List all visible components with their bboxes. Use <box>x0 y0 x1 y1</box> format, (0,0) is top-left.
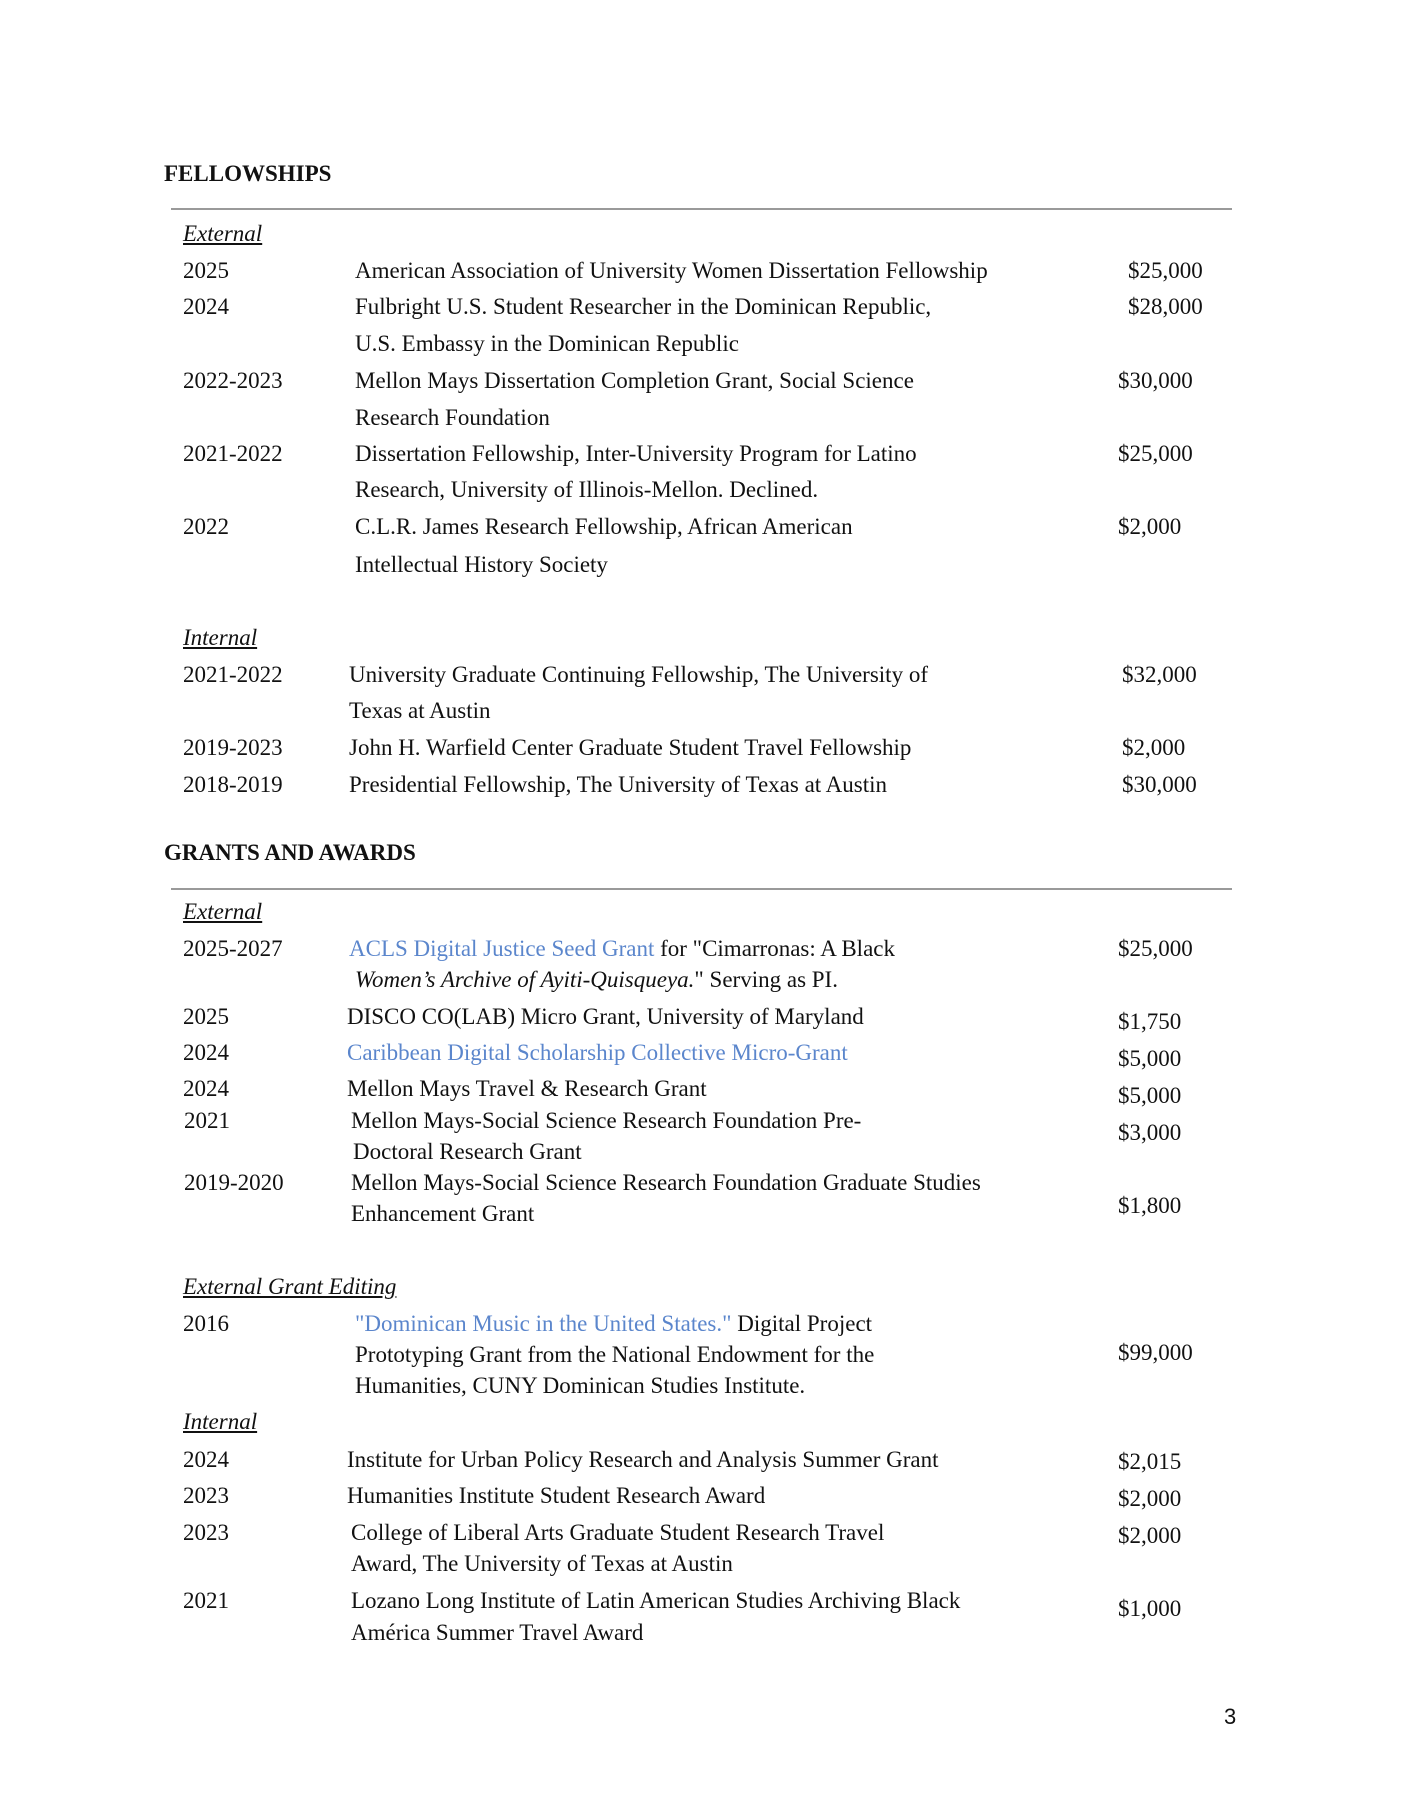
amount: $25,000 <box>1118 441 1193 466</box>
amount: $3,000 <box>1118 1120 1182 1145</box>
amount: $99,000 <box>1118 1340 1193 1365</box>
subsection-label-external: External <box>183 899 263 924</box>
subsection-label-external: External <box>183 221 263 246</box>
entry-description: "Dominican Music in the United States." Digital Project <box>355 1311 873 1336</box>
entry-description: Mellon Mays Dissertation Completion Grant, Social Science <box>355 368 914 393</box>
amount: $2,015 <box>1118 1449 1182 1474</box>
entry-description-cont: Award, The University of Texas at Austin <box>351 1551 733 1576</box>
amount: $28,000 <box>1128 294 1203 319</box>
amount: $5,000 <box>1118 1083 1182 1108</box>
entry-description-cont: Prototyping Grant from the National Endowment for the <box>355 1342 875 1367</box>
section-divider <box>171 208 1232 210</box>
year: 2019-2020 <box>184 1170 284 1195</box>
entry-description: Mellon Mays Travel & Research Grant <box>347 1076 707 1101</box>
year: 2024 <box>183 294 229 319</box>
section-heading-fellowships: FELLOWSHIPS <box>164 161 332 186</box>
entry-description-cont: Research, University of Illinois-Mellon. Declined. <box>355 477 819 502</box>
entry-description-cont: América Summer Travel Award <box>351 1620 644 1645</box>
year: 2021 <box>183 1588 229 1613</box>
year: 2019-2023 <box>183 735 283 760</box>
amount: $2,000 <box>1122 735 1186 760</box>
year: 2023 <box>183 1483 229 1508</box>
subsection-label-internal: Internal <box>183 1409 258 1434</box>
amount: $2,000 <box>1118 1523 1182 1548</box>
amount: $2,000 <box>1118 1486 1182 1511</box>
entry-description: ACLS Digital Justice Seed Grant for "Cimarronas: A Black <box>349 936 895 961</box>
entry-description: Mellon Mays-Social Science Research Foundation Pre- <box>351 1108 862 1133</box>
year: 2025 <box>183 258 229 283</box>
year: 2023 <box>183 1520 229 1545</box>
entry-description: C.L.R. James Research Fellowship, African American <box>355 514 853 539</box>
year: 2021-2022 <box>183 441 283 466</box>
entry-description-cont: U.S. Embassy in the Dominican Republic <box>355 331 739 356</box>
caribbean-digital-scholarship-link[interactable]: Caribbean Digital Scholarship Collective Micro-Grant <box>347 1040 848 1065</box>
entry-description: University Graduate Continuing Fellowship, The University of <box>349 662 928 687</box>
year: 2024 <box>183 1076 229 1101</box>
entry-description-cont: Texas at Austin <box>349 698 491 723</box>
entry-description-cont: Intellectual History Society <box>355 552 608 577</box>
entry-description-cont: Doctoral Research Grant <box>353 1139 582 1164</box>
section-heading-grants-and-awards: GRANTS AND AWARDS <box>164 840 416 865</box>
amount: $1,000 <box>1118 1596 1182 1621</box>
amount: $30,000 <box>1122 772 1197 797</box>
acls-grant-link[interactable]: ACLS Digital Justice Seed Grant <box>349 936 655 961</box>
amount: $1,750 <box>1118 1009 1182 1034</box>
subsection-label-external-grant-editing: External Grant Editing <box>183 1274 397 1299</box>
year: 2024 <box>183 1447 229 1472</box>
year: 2022 <box>183 514 229 539</box>
entry-description-cont: Research Foundation <box>355 405 550 430</box>
section-divider <box>171 888 1232 890</box>
page-number: 3 <box>1224 1704 1237 1729</box>
entry-description: Fulbright U.S. Student Researcher in the Dominican Republic, <box>355 294 932 319</box>
year: 2021 <box>184 1108 230 1133</box>
amount: $30,000 <box>1118 368 1193 393</box>
entry-description: Humanities Institute Student Research Award <box>347 1483 766 1508</box>
entry-description: Lozano Long Institute of Latin American Studies Archiving Black <box>351 1588 961 1613</box>
amount: $2,000 <box>1118 514 1182 539</box>
entry-description: DISCO CO(LAB) Micro Grant, University of Maryland <box>347 1004 864 1029</box>
entry-description-cont: Women’s Archive of Ayiti-Quisqueya." Serving as PI. <box>355 967 838 992</box>
year: 2016 <box>183 1311 229 1336</box>
year: 2024 <box>183 1040 229 1065</box>
entry-description: American Association of University Women Dissertation Fellowship <box>355 258 988 283</box>
year: 2022-2023 <box>183 368 283 393</box>
amount: $25,000 <box>1128 258 1203 283</box>
entry-description-cont: Humanities, CUNY Dominican Studies Institute. <box>355 1373 806 1398</box>
amount: $5,000 <box>1118 1046 1182 1071</box>
subsection-label-internal: Internal <box>183 625 258 650</box>
dominican-music-link[interactable]: "Dominican Music in the United States." <box>355 1311 732 1336</box>
amount: $25,000 <box>1118 936 1193 961</box>
entry-description-cont: Enhancement Grant <box>351 1201 535 1226</box>
amount: $32,000 <box>1122 662 1197 687</box>
year: 2021-2022 <box>183 662 283 687</box>
year: 2025-2027 <box>183 936 283 961</box>
entry-description: Presidential Fellowship, The University of Texas at Austin <box>349 772 887 797</box>
year: 2018-2019 <box>183 772 283 797</box>
entry-description: Institute for Urban Policy Research and Analysis Summer Grant <box>347 1447 939 1472</box>
entry-description: College of Liberal Arts Graduate Student Research Travel <box>351 1520 885 1545</box>
entry-description: Mellon Mays-Social Science Research Foundation Graduate Studies <box>351 1170 981 1195</box>
entry-description: John H. Warfield Center Graduate Student Travel Fellowship <box>349 735 912 760</box>
amount: $1,800 <box>1118 1193 1182 1218</box>
entry-description: Dissertation Fellowship, Inter-University Program for Latino <box>355 441 917 466</box>
year: 2025 <box>183 1004 229 1029</box>
